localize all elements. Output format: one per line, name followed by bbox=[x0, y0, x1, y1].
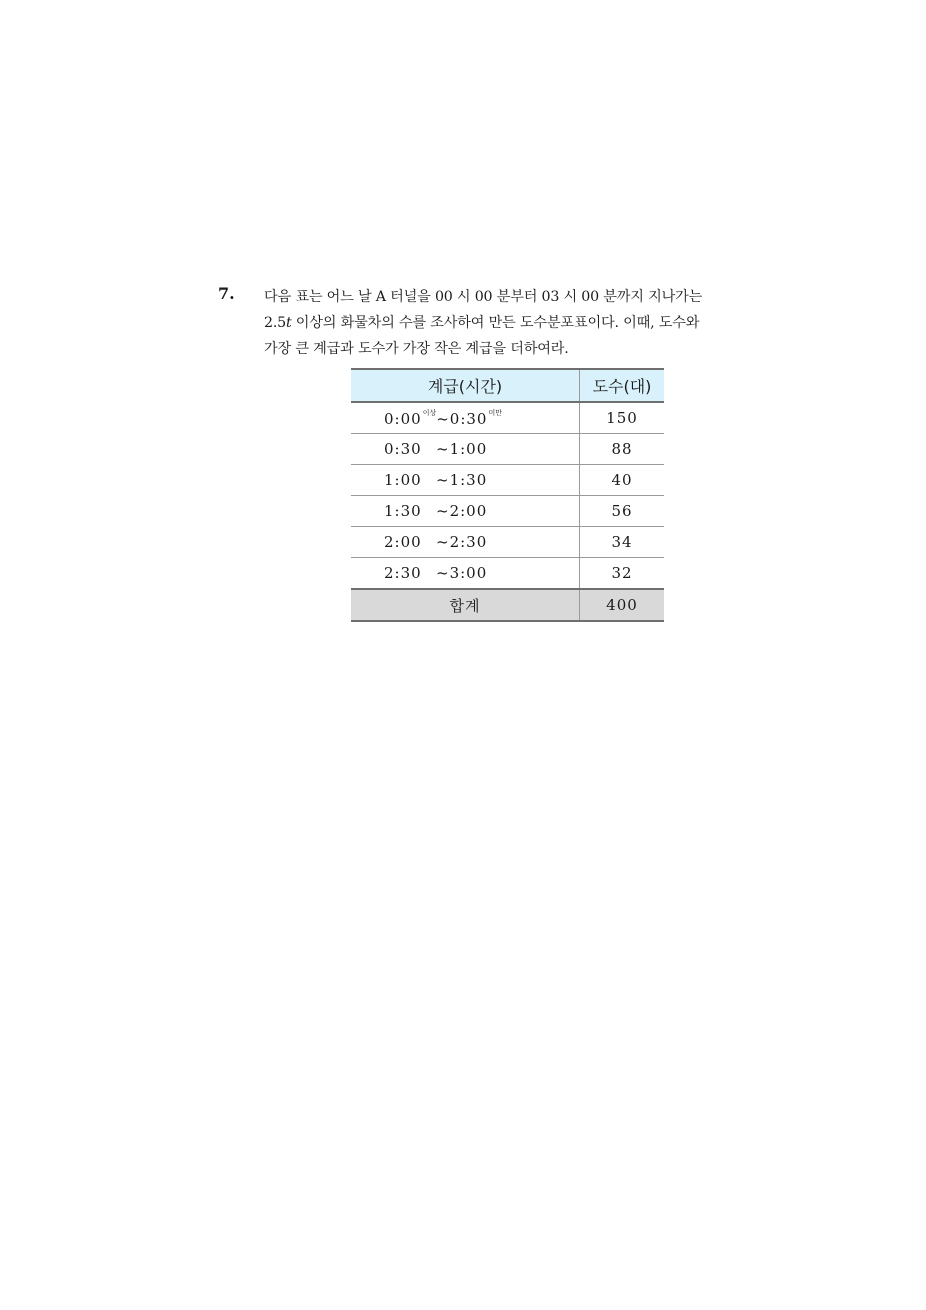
class-from: 1:00 bbox=[384, 471, 422, 489]
class-from: 2:00 bbox=[384, 533, 422, 551]
class-cell bbox=[351, 465, 580, 496]
header-frequency: 도수(대) bbox=[580, 369, 665, 402]
class-cell bbox=[351, 434, 580, 465]
question-number: 7. bbox=[218, 284, 235, 303]
weight-unit: t bbox=[285, 315, 292, 331]
frequency-cell: 56 bbox=[580, 496, 665, 527]
class-from: 1:30 bbox=[384, 502, 422, 520]
frequency-cell: 40 bbox=[580, 465, 665, 496]
total-label: 합계 bbox=[351, 589, 580, 621]
inclusive-tag: 이상 bbox=[422, 409, 437, 417]
frequency-cell: 32 bbox=[580, 558, 665, 590]
class-from: 2:30 bbox=[384, 564, 422, 582]
class-cell bbox=[351, 496, 580, 527]
total-value: 400 bbox=[580, 589, 665, 621]
class-cell bbox=[351, 558, 580, 590]
weight-value: 2.5 bbox=[264, 315, 286, 331]
table-row bbox=[351, 527, 664, 558]
table-row bbox=[351, 496, 664, 527]
class-cell bbox=[351, 527, 580, 558]
table-row bbox=[351, 465, 664, 496]
question-line-3: 가장 큰 계급과 도수가 가장 작은 계급을 더하여라. bbox=[264, 341, 569, 357]
class-to: ~2:30 bbox=[436, 533, 488, 551]
header-class: 계급(시간) bbox=[351, 369, 580, 402]
frequency-table bbox=[351, 368, 664, 622]
class-to: ~1:00 bbox=[436, 440, 488, 458]
class-to: ~2:00 bbox=[436, 502, 488, 520]
question-line-2 bbox=[264, 310, 754, 336]
class-to: ~1:30 bbox=[436, 471, 488, 489]
class-from: 0:30 bbox=[384, 440, 422, 458]
question-line-1: 다음 표는 어느 날 A 터널을 00 시 00 분부터 03 시 00 분까지 지나가는 bbox=[264, 289, 703, 305]
table-row bbox=[351, 434, 664, 465]
total-row bbox=[351, 589, 664, 621]
frequency-cell: 88 bbox=[580, 434, 665, 465]
question-line-2-rest: 이상의 화물차의 수를 조사하여 만든 도수분포표이다. 이때, 도수와 bbox=[291, 315, 700, 331]
table-row bbox=[351, 558, 664, 590]
table-header-row bbox=[351, 369, 664, 402]
class-to: ~3:00 bbox=[436, 564, 488, 582]
class-from: 0:00 bbox=[384, 410, 422, 428]
class-cell bbox=[351, 402, 580, 434]
table-row bbox=[351, 402, 664, 434]
class-to: ~0:30 bbox=[436, 410, 488, 428]
frequency-cell: 34 bbox=[580, 527, 665, 558]
exclusive-tag: 미만 bbox=[488, 409, 503, 417]
question-text bbox=[264, 284, 754, 362]
frequency-cell: 150 bbox=[580, 402, 665, 434]
